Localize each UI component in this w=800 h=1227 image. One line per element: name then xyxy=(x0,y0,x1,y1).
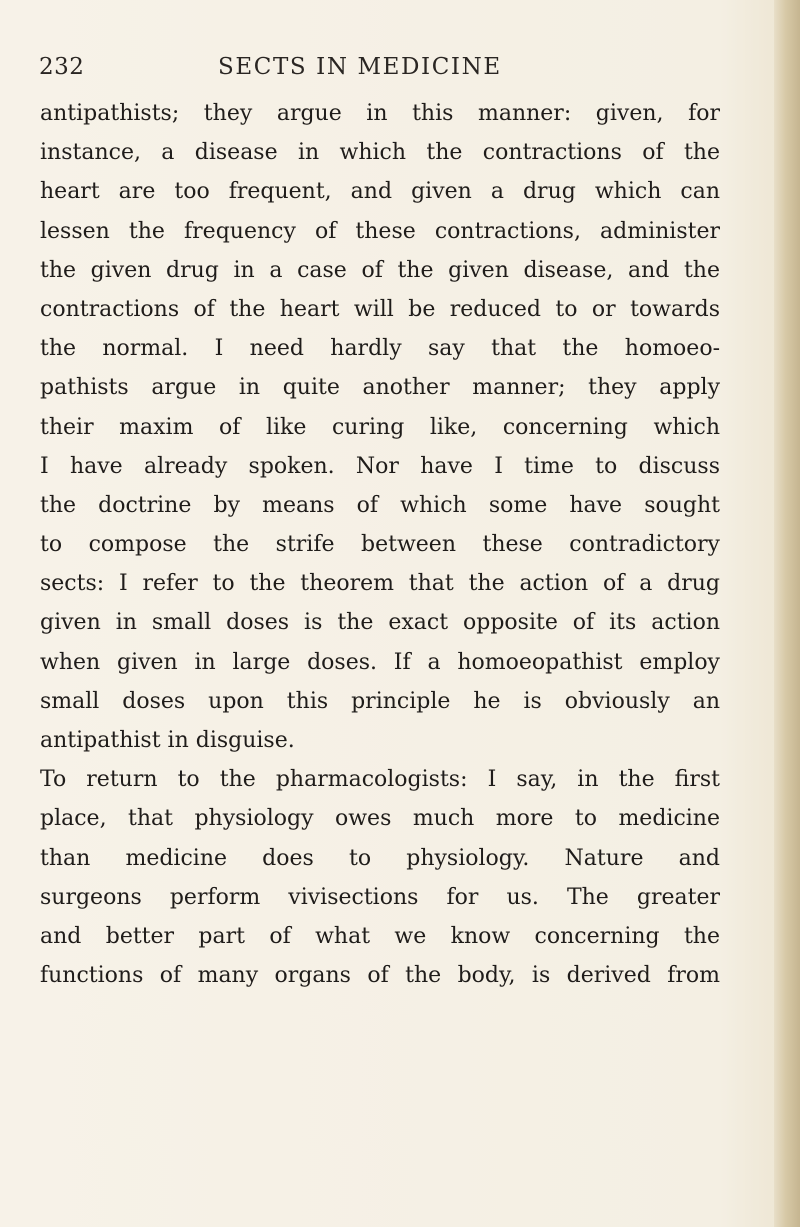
text-line: heart are too frequent, and given a drug which can xyxy=(40,179,720,205)
text-line: their maxim of like curing like, concerning which xyxy=(40,414,720,440)
text-line: and better part of what we know concerning the xyxy=(40,923,720,949)
text-line: surgeons perform vivisections for us. The greater xyxy=(40,884,720,910)
page-gutter-shadow xyxy=(774,0,800,1227)
text-line: instance, a disease in which the contractions of the xyxy=(40,140,720,166)
text-line: the given drug in a case of the given disease, and the xyxy=(40,257,720,283)
text-line: than medicine does to physiology. Nature and xyxy=(40,845,720,871)
text-line: sects: I refer to the theorem that the action of a drug xyxy=(40,571,720,597)
running-title: SECTS IN MEDICINE xyxy=(218,54,502,80)
text-line: to compose the strife between these contradictory xyxy=(40,532,720,558)
page-number: 232 xyxy=(39,54,85,80)
text-line: antipathists; they argue in this manner: given, for xyxy=(40,101,720,126)
text-line: contractions of the heart will be reduced to or towards xyxy=(40,296,720,322)
text-line: small doses upon this principle he is obviously an xyxy=(40,688,720,714)
text-line: the normal. I need hardly say that the homoeo- xyxy=(40,336,720,362)
text-line: I have already spoken. Nor have I time to discuss xyxy=(40,453,720,479)
paragraph-start-line: To return to the pharmacologists: I say, in the first xyxy=(40,767,720,793)
text-line: the doctrine by means of which some have sought xyxy=(40,492,720,518)
page-header xyxy=(39,54,729,88)
text-line: place, that physiology owes much more to medicine xyxy=(40,806,720,832)
text-line: functions of many organs of the body, is derived from xyxy=(40,963,720,989)
body-text xyxy=(40,94,720,995)
text-line: given in small doses is the exact opposite of its action xyxy=(40,610,720,636)
paragraph-end-line: antipathist in disguise. xyxy=(40,728,295,753)
text-line: pathists argue in quite another manner; they apply xyxy=(40,375,720,401)
text-line: when given in large doses. If a homoeopathist employ xyxy=(40,649,720,675)
text-line: lessen the frequency of these contractions, administer xyxy=(40,218,720,244)
